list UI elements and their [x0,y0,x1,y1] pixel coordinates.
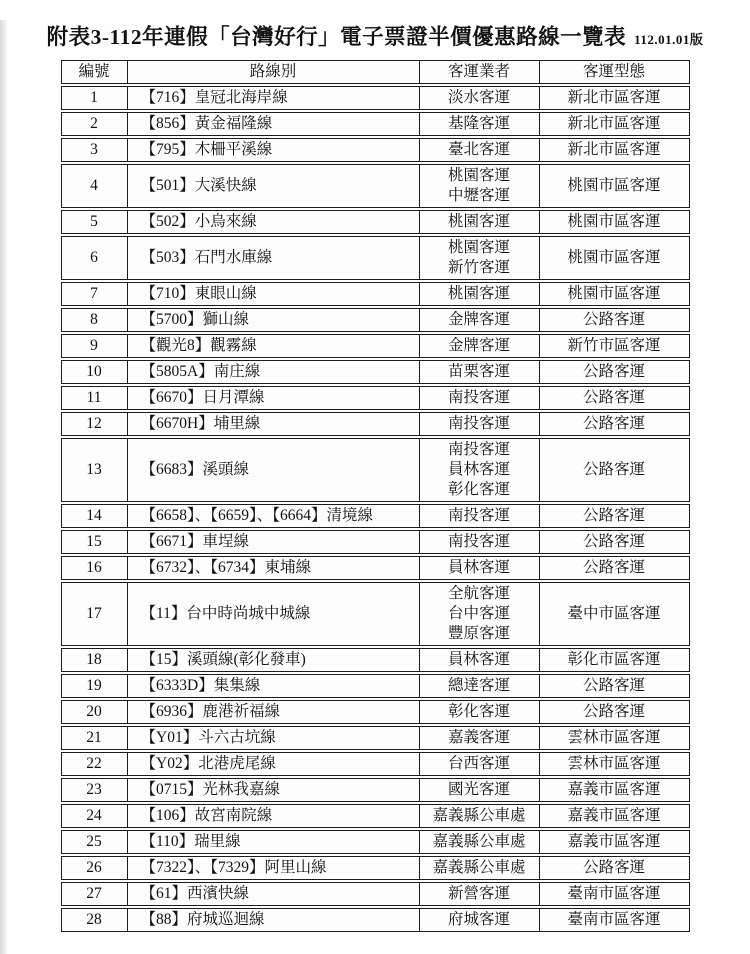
route-name-cell: 【11】台中時尚城中城線 [128,583,420,645]
operator-line: 桃園客運 [447,213,510,230]
service-type-cell: 公路客運 [582,507,645,524]
service-type-cell: 臺南市區客運 [567,911,661,928]
service-type-cell: 嘉義市區客運 [567,833,661,850]
operator-cell [420,675,540,697]
operator-line: 臺北客運 [447,141,510,158]
service-type-cell: 新北市區客運 [567,141,661,158]
operator-cell [420,439,540,501]
operator-cell [420,387,540,409]
row-number-cell: 11 [62,387,128,409]
title-row [10,20,740,51]
operator-cell [420,237,540,279]
operator-cell [420,831,540,853]
row-number-cell: 26 [62,857,128,879]
route-name-cell: 【6333D】集集線 [128,675,420,697]
operator-line: 嘉義客運 [447,729,510,746]
operator-line: 南投客運 [447,507,510,524]
row-number-cell: 3 [62,139,128,161]
table-row [61,726,690,750]
operator-line: 桃園客運 [447,239,510,256]
table-row [61,360,690,384]
route-name-cell: 【觀光8】觀霧線 [128,335,420,357]
table-row [61,334,690,358]
row-number-cell: 22 [62,753,128,775]
operator-line: 新營客運 [447,885,510,902]
route-name-cell: 【6936】鹿港祈福線 [128,701,420,723]
service-type-cell: 公路客運 [582,703,645,720]
routes-table [61,60,690,932]
operator-line: 台中客運 [447,605,510,622]
operator-cell [420,335,540,357]
service-type-cell: 公路客運 [582,559,645,576]
table-header-row [61,60,690,84]
operator-cell [420,283,540,305]
table-row [61,882,690,906]
operator-cell [420,211,540,233]
table-row [61,438,690,502]
header-route: 路線別 [128,61,420,83]
operator-line: 嘉義縣公車處 [432,807,526,824]
table-row [61,582,690,646]
table-row [61,700,690,724]
route-name-cell: 【6658】、【6659】、【6664】清境線 [128,505,420,527]
table-row [61,504,690,528]
table-row [61,86,690,110]
route-name-cell: 【0715】光林我嘉線 [128,779,420,801]
operator-cell [420,779,540,801]
operator-cell [420,139,540,161]
table-row [61,752,690,776]
route-name-cell: 【5700】獅山線 [128,309,420,331]
row-number-cell: 28 [62,909,128,931]
operator-line: 嘉義縣公車處 [432,859,526,876]
table-row [61,308,690,332]
operator-cell [420,909,540,931]
page-title: 附表3-112年連假「台灣好行」電子票證半價優惠路線一覽表 [46,25,627,49]
route-name-cell: 【106】故宮南院線 [128,805,420,827]
service-type-cell: 雲林市區客運 [567,755,661,772]
operator-cell [420,165,540,207]
route-name-cell: 【Y02】北港虎尾線 [128,753,420,775]
operator-line: 南投客運 [447,441,510,458]
operator-cell [420,531,540,553]
operator-line: 豐原客運 [447,625,510,642]
route-name-cell: 【6683】溪頭線 [128,439,420,501]
route-name-cell: 【6670】日月潭線 [128,387,420,409]
table-row [61,908,690,932]
operator-line: 國光客運 [447,781,510,798]
scan-edge [0,20,7,954]
service-type-cell: 公路客運 [582,859,645,876]
route-name-cell: 【795】木柵平溪線 [128,139,420,161]
service-type-cell: 新北市區客運 [567,115,661,132]
row-number-cell: 27 [62,883,128,905]
route-name-cell: 【856】黃金福隆線 [128,113,420,135]
service-type-cell: 公路客運 [582,389,645,406]
row-number-cell: 19 [62,675,128,697]
row-number-cell: 20 [62,701,128,723]
operator-cell [420,505,540,527]
operator-line: 金牌客運 [447,311,510,328]
row-number-cell: 25 [62,831,128,853]
table-row [61,138,690,162]
operator-line: 南投客運 [447,533,510,550]
operator-cell [420,361,540,383]
route-name-cell: 【503】石門水庫線 [128,237,420,279]
service-type-cell: 公路客運 [582,533,645,550]
route-name-cell: 【7322】、【7329】阿里山線 [128,857,420,879]
operator-cell [420,413,540,435]
service-type-cell: 公路客運 [582,415,645,432]
operator-line: 桃園客運 [447,167,510,184]
service-type-cell: 公路客運 [582,677,645,694]
route-name-cell: 【502】小烏來線 [128,211,420,233]
row-number-cell: 1 [62,87,128,109]
row-number-cell: 5 [62,211,128,233]
operator-line: 彰化客運 [447,703,510,720]
row-number-cell: 8 [62,309,128,331]
table-row [61,856,690,880]
row-number-cell: 10 [62,361,128,383]
operator-line: 桃園客運 [447,285,510,302]
table-row [61,282,690,306]
route-name-cell: 【110】瑞里線 [128,831,420,853]
operator-line: 新竹客運 [447,259,510,276]
row-number-cell: 12 [62,413,128,435]
route-name-cell: 【15】溪頭線(彰化發車) [128,649,420,671]
table-row [61,210,690,234]
row-number-cell: 18 [62,649,128,671]
operator-cell [420,727,540,749]
route-name-cell: 【6732】、【6734】東埔線 [128,557,420,579]
route-name-cell: 【61】西濱快線 [128,883,420,905]
service-type-cell: 雲林市區客運 [567,729,661,746]
row-number-cell: 14 [62,505,128,527]
table-row [61,778,690,802]
row-number-cell: 9 [62,335,128,357]
service-type-cell: 嘉義市區客運 [567,781,661,798]
operator-cell [420,649,540,671]
service-type-cell: 臺中市區客運 [567,605,661,622]
service-type-cell: 新竹市區客運 [567,337,661,354]
table-row [61,164,690,208]
operator-cell [420,805,540,827]
operator-line: 台西客運 [447,755,510,772]
table-row [61,674,690,698]
service-type-cell: 嘉義市區客運 [567,807,661,824]
service-type-cell: 公路客運 [582,461,645,478]
operator-cell [420,753,540,775]
row-number-cell: 15 [62,531,128,553]
row-number-cell: 7 [62,283,128,305]
operator-line: 南投客運 [447,415,510,432]
operator-line: 員林客運 [447,461,510,478]
header-type: 客運型態 [582,63,645,80]
operator-cell [420,557,540,579]
table-row [61,830,690,854]
row-number-cell: 13 [62,439,128,501]
header-no: 編號 [62,61,128,83]
service-type-cell: 桃園市區客運 [567,249,661,266]
route-name-cell: 【Y01】斗六古坑線 [128,727,420,749]
operator-line: 嘉義縣公車處 [432,833,526,850]
service-type-cell: 新北市區客運 [567,89,661,106]
operator-cell [420,87,540,109]
route-name-cell: 【5805A】南庄線 [128,361,420,383]
row-number-cell: 2 [62,113,128,135]
table-row [61,804,690,828]
table-body [61,86,690,932]
operator-cell [420,113,540,135]
table-row [61,556,690,580]
table-row [61,386,690,410]
row-number-cell: 4 [62,165,128,207]
operator-line: 全航客運 [447,585,510,602]
operator-cell [420,857,540,879]
table-row [61,236,690,280]
route-name-cell: 【88】府城巡迴線 [128,909,420,931]
row-number-cell: 6 [62,237,128,279]
operator-cell [420,701,540,723]
service-type-cell: 桃園市區客運 [567,285,661,302]
table-row [61,648,690,672]
operator-line: 總達客運 [447,677,510,694]
operator-line: 員林客運 [447,651,510,668]
table-row [61,112,690,136]
row-number-cell: 17 [62,583,128,645]
operator-line: 淡水客運 [447,89,510,106]
version-label: 112.01.01版 [634,32,704,47]
operator-line: 苗栗客運 [447,363,510,380]
operator-line: 南投客運 [447,389,510,406]
operator-line: 基隆客運 [447,115,510,132]
operator-cell [420,583,540,645]
service-type-cell: 臺南市區客運 [567,885,661,902]
row-number-cell: 21 [62,727,128,749]
header-operator: 客運業者 [420,61,540,83]
route-name-cell: 【501】大溪快線 [128,165,420,207]
table-row [61,412,690,436]
service-type-cell: 公路客運 [582,311,645,328]
operator-line: 員林客運 [447,559,510,576]
operator-line: 府城客運 [447,911,510,928]
operator-line: 中壢客運 [447,187,510,204]
row-number-cell: 23 [62,779,128,801]
service-type-cell: 桃園市區客運 [567,213,661,230]
operator-line: 彰化客運 [447,481,510,498]
operator-line: 金牌客運 [447,337,510,354]
service-type-cell: 桃園市區客運 [567,177,661,194]
route-name-cell: 【6670H】埔里線 [128,413,420,435]
service-type-cell: 公路客運 [582,363,645,380]
route-name-cell: 【716】皇冠北海岸線 [128,87,420,109]
row-number-cell: 24 [62,805,128,827]
table-row [61,530,690,554]
service-type-cell: 彰化市區客運 [567,651,661,668]
route-name-cell: 【710】東眼山線 [128,283,420,305]
row-number-cell: 16 [62,557,128,579]
route-name-cell: 【6671】車埕線 [128,531,420,553]
operator-cell [420,883,540,905]
operator-cell [420,309,540,331]
